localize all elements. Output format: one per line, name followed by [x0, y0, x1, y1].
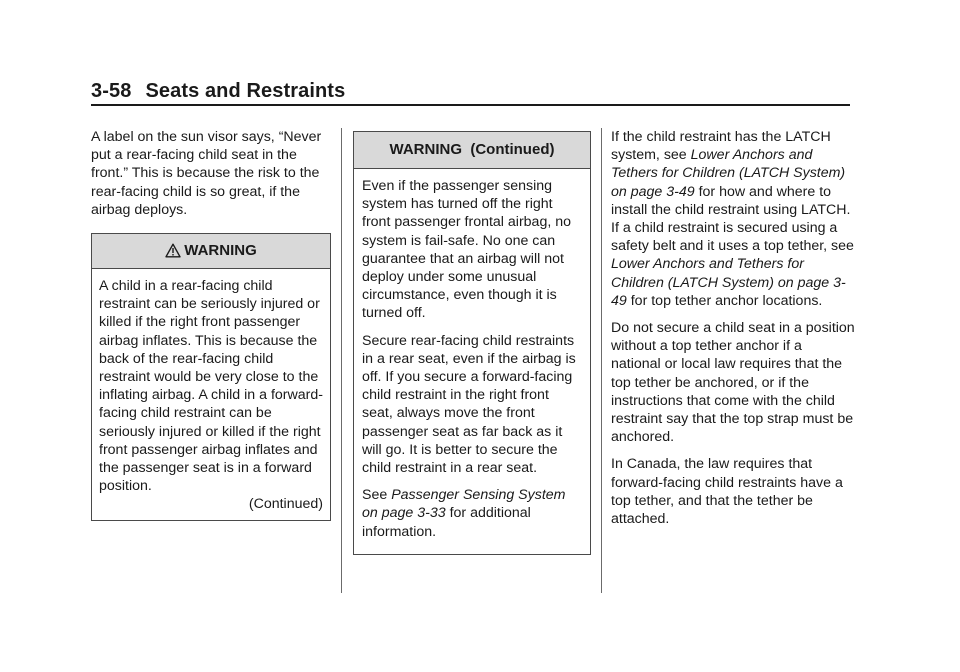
column-2 — [353, 131, 591, 555]
paragraph-end: for additional information. — [362, 505, 531, 540]
warning-body — [92, 269, 330, 520]
column-1 — [91, 128, 331, 521]
warning-header — [92, 234, 330, 269]
column-divider — [601, 128, 602, 593]
warning-paragraph: Secure rear-facing child restraints in a rear seat, even if the airbag is off. If you secure a forward-facing child restraint in the right front seat, always move the front passenger seat as far back as it will go. It is better to secure the child restraint in a rear seat. — [362, 332, 576, 477]
cross-reference-link[interactable]: Lower Anchors and Tethers for Children (LATCH System) on page 3-49 — [611, 256, 846, 309]
latch-paragraph — [611, 128, 855, 310]
page-number: 3-58 — [91, 80, 132, 102]
warning-paragraph: Even if the passenger sensing system has turned off the right front passenger frontal airbag, no system is fail-safe. No one can guarantee that an airbag will not deploy under some unusual circumstance, even though it is turned off. — [362, 178, 572, 322]
cross-reference-link[interactable]: Passenger Sensing System on page 3-33 — [362, 487, 566, 522]
warning-continued-box — [353, 131, 591, 555]
text-run: for how and where to install the child restraint using LATCH. If a child restraint is secured using a safety belt and it uses a top tether, see — [611, 183, 854, 255]
section-title: Seats and Restraints — [145, 80, 346, 102]
cross-reference-link[interactable]: Lower Anchors and Tethers for Children (LATCH System) on page 3-49 — [611, 147, 846, 200]
column-divider — [341, 128, 342, 593]
warning-paragraph — [362, 486, 582, 541]
text-run: If the child restraint has the LATCH system, see — [611, 129, 831, 164]
page-header — [91, 80, 345, 103]
canada-paragraph: In Canada, the law requires that forward-facing child restraints have a top tether, and that the tether be attached. — [611, 456, 843, 528]
warning-title: WARNING — [184, 242, 257, 260]
intro-paragraph: A label on the sun visor says, “Never put a rear-facing child seat in the front.” This is because the risk to the rear-facing child is so great, if the airbag deploys. — [91, 129, 322, 218]
continued-label: (Continued) — [248, 496, 323, 513]
see-text: See — [362, 487, 388, 504]
warning-box — [91, 233, 331, 521]
warning-continued-header: WARNING (Continued) — [354, 132, 590, 169]
top-tether-paragraph: Do not secure a child seat in a position without a top tether anchor if a national or local law requires that the top tether be anchored, or if the instructions that come with the child restraint say that the top strap must be anchored. — [611, 320, 855, 446]
text-run: for top tether anchor locations. — [630, 292, 823, 309]
warning-text: A child in a rear-facing child restraint can be seriously injured or killed if the right front passenger airbag inflates. This is because the back of the rear-facing child restraint would be very close to the inflating airbag. A child in a forward-facing child restraint can be seriously injured or killed if the right front passenger airbag inflates and the passenger seat is in a forward position. — [99, 278, 323, 495]
warning-continued-body — [354, 169, 590, 554]
column-3 — [611, 128, 855, 537]
warning-triangle-icon — [165, 237, 181, 271]
header-rule — [91, 104, 850, 106]
